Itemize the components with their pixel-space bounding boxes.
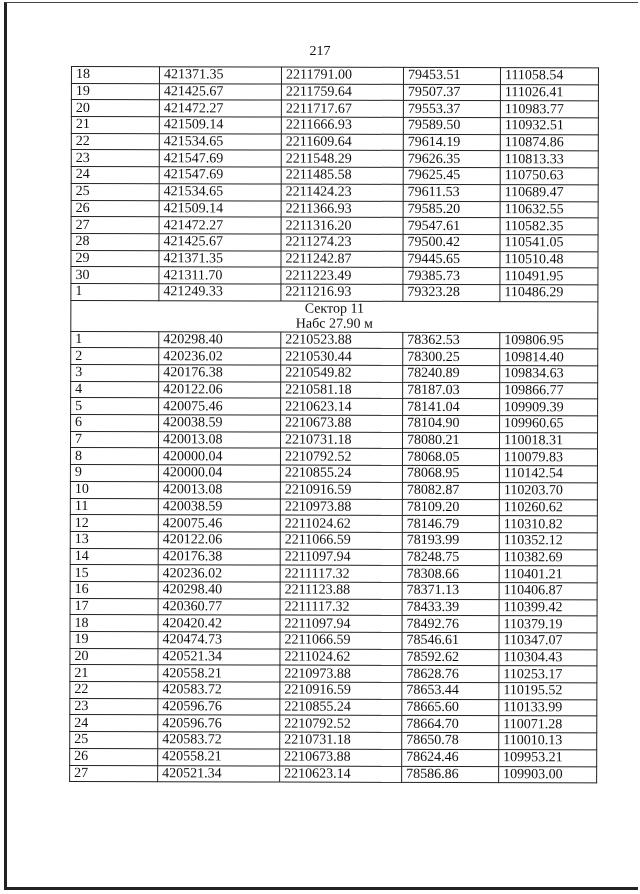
y-coord-cell: 2211024.62 <box>280 649 402 666</box>
y-coord-cell: 2210916.59 <box>280 482 402 499</box>
local-y-cell: 111026.41 <box>500 84 598 101</box>
y-coord-cell: 2211117.32 <box>280 599 402 616</box>
x-coord-cell: 421425.67 <box>159 234 281 251</box>
x-coord-cell: 420360.77 <box>158 598 280 615</box>
point-number-cell: 25 <box>70 732 158 749</box>
local-x-cell: 78624.46 <box>402 749 499 766</box>
x-coord-cell: 420236.02 <box>159 348 281 365</box>
x-coord-cell: 421249.33 <box>159 284 281 301</box>
local-y-cell: 110406.87 <box>499 583 597 600</box>
local-x-cell: 79385.73 <box>403 268 500 285</box>
y-coord-cell: 2211066.59 <box>280 532 402 549</box>
y-coord-cell: 2210731.18 <box>280 432 402 449</box>
table-row <box>71 431 598 449</box>
local-x-cell: 78300.25 <box>403 349 500 366</box>
local-y-cell: 110195.52 <box>499 683 597 700</box>
table-row <box>71 331 598 349</box>
local-y-cell: 110142.54 <box>499 466 597 483</box>
table-row <box>70 698 597 716</box>
x-coord-cell: 420013.08 <box>158 431 280 448</box>
local-x-cell: 78650.78 <box>402 732 499 749</box>
local-x-cell: 78362.53 <box>403 332 500 349</box>
table-row <box>70 548 597 566</box>
local-y-cell: 110582.35 <box>500 218 598 235</box>
local-y-cell: 110071.28 <box>499 716 597 733</box>
y-coord-cell: 2211024.62 <box>280 515 402 532</box>
local-x-cell: 79614.19 <box>403 134 500 151</box>
table-row <box>71 283 598 301</box>
section-header-cell <box>71 300 598 332</box>
point-number-cell: 18 <box>70 615 158 632</box>
local-x-cell: 78371.13 <box>402 582 499 599</box>
local-y-cell: 109960.65 <box>500 416 598 433</box>
local-x-cell: 78653.44 <box>402 682 499 699</box>
point-number-cell: 25 <box>71 183 159 200</box>
local-y-cell: 110401.21 <box>499 566 597 583</box>
y-coord-cell: 2211366.93 <box>281 201 403 218</box>
point-number-cell: 26 <box>70 748 158 765</box>
local-x-cell: 78433.39 <box>402 599 499 616</box>
point-number-cell: 1 <box>71 283 159 300</box>
x-coord-cell: 420075.46 <box>158 515 280 532</box>
section-subtitle: Набс 27.90 м <box>295 316 373 332</box>
table-row <box>70 515 597 533</box>
local-x-cell: 78665.60 <box>402 699 499 716</box>
y-coord-cell: 2211666.93 <box>281 117 403 134</box>
point-number-cell: 13 <box>70 531 158 548</box>
x-coord-cell: 421472.27 <box>159 217 281 234</box>
table-row <box>71 415 598 433</box>
table-row <box>71 117 598 135</box>
table-row <box>71 100 598 118</box>
y-coord-cell: 2211791.00 <box>281 67 403 84</box>
page-number: 217 <box>309 44 331 59</box>
x-coord-cell: 420122.06 <box>159 381 281 398</box>
point-number-cell: 20 <box>70 648 158 665</box>
x-coord-cell: 421547.69 <box>159 150 281 167</box>
table-row <box>71 398 598 416</box>
x-coord-cell: 420474.73 <box>158 632 280 649</box>
point-number-cell: 16 <box>70 581 158 598</box>
x-coord-cell: 421472.27 <box>159 100 281 117</box>
point-number-cell: 23 <box>71 150 159 167</box>
local-y-cell: 110983.77 <box>500 101 598 118</box>
y-coord-cell: 2211548.29 <box>281 150 403 167</box>
table-row <box>70 565 597 583</box>
local-y-cell: 110689.47 <box>500 184 598 201</box>
table-row <box>71 365 598 383</box>
local-y-cell: 109953.21 <box>499 749 597 766</box>
table-row <box>70 581 597 599</box>
point-number-cell: 3 <box>71 365 159 382</box>
y-coord-cell: 2211097.94 <box>280 615 402 632</box>
table-row <box>71 183 598 201</box>
y-coord-cell: 2210792.52 <box>280 715 402 732</box>
table-row <box>70 481 597 499</box>
point-number-cell: 5 <box>71 398 159 415</box>
y-coord-cell: 2210623.14 <box>280 766 402 783</box>
local-y-cell: 110813.33 <box>500 151 598 168</box>
table-row <box>71 83 598 101</box>
y-coord-cell: 2211759.64 <box>281 84 403 101</box>
local-x-cell: 79453.51 <box>403 67 500 84</box>
point-number-cell: 21 <box>70 665 158 682</box>
point-number-cell: 12 <box>70 515 158 532</box>
y-coord-cell: 2210855.24 <box>280 699 402 716</box>
local-x-cell: 79507.37 <box>403 84 500 101</box>
local-x-cell: 78187.03 <box>403 382 500 399</box>
point-number-cell: 11 <box>70 498 158 515</box>
point-number-cell: 8 <box>70 448 158 465</box>
local-x-cell: 79553.37 <box>403 101 500 118</box>
x-coord-cell: 420521.34 <box>158 648 280 665</box>
x-coord-cell: 420038.59 <box>159 415 281 432</box>
local-x-cell: 78308.66 <box>402 566 499 583</box>
table-row <box>70 615 597 633</box>
local-y-cell: 109866.77 <box>500 382 598 399</box>
table-row <box>70 748 597 766</box>
table-row <box>71 381 598 399</box>
x-coord-cell: 421371.35 <box>159 67 281 84</box>
table-row <box>70 665 597 683</box>
table-row <box>71 267 598 285</box>
local-x-cell: 78492.76 <box>402 616 499 633</box>
point-number-cell: 27 <box>70 765 158 782</box>
point-number-cell: 23 <box>70 698 158 715</box>
point-number-cell: 6 <box>71 415 159 432</box>
local-y-cell: 110750.63 <box>500 168 598 185</box>
local-y-cell: 110079.83 <box>499 449 597 466</box>
table-row <box>71 200 598 218</box>
y-coord-cell: 2210530.44 <box>281 348 403 365</box>
section-header-row <box>71 300 598 332</box>
local-y-cell: 109806.95 <box>500 332 598 349</box>
local-y-cell: 110382.69 <box>499 549 597 566</box>
point-number-cell: 29 <box>71 250 159 267</box>
x-coord-cell: 421509.14 <box>159 117 281 134</box>
x-coord-cell: 421534.65 <box>159 184 281 201</box>
point-number-cell: 24 <box>71 167 159 184</box>
table-row <box>70 498 597 516</box>
point-number-cell: 21 <box>71 117 159 134</box>
x-coord-cell: 420000.04 <box>158 448 280 465</box>
x-coord-cell: 420298.40 <box>159 331 281 348</box>
local-x-cell: 78546.61 <box>402 632 499 649</box>
local-x-cell: 78080.21 <box>402 432 499 449</box>
x-coord-cell: 420176.38 <box>159 365 281 382</box>
table-row <box>70 465 597 483</box>
y-coord-cell: 2211097.94 <box>280 549 402 566</box>
table-row <box>71 133 598 151</box>
point-number-cell: 14 <box>70 548 158 565</box>
point-number-cell: 10 <box>70 481 158 498</box>
local-x-cell: 78068.05 <box>402 449 499 466</box>
point-number-cell: 18 <box>71 67 159 84</box>
local-y-cell: 110304.43 <box>499 649 597 666</box>
y-coord-cell: 2211274.23 <box>281 234 403 251</box>
local-x-cell: 79589.50 <box>403 117 500 134</box>
x-coord-cell: 420298.40 <box>158 582 280 599</box>
local-x-cell: 79626.35 <box>403 151 500 168</box>
y-coord-cell: 2211242.87 <box>281 251 403 268</box>
point-number-cell: 20 <box>71 100 159 117</box>
local-x-cell: 79625.45 <box>403 167 500 184</box>
table-row <box>70 448 597 466</box>
local-y-cell: 110510.48 <box>500 251 598 268</box>
y-coord-cell: 2210549.82 <box>281 365 403 382</box>
x-coord-cell: 420013.08 <box>158 482 280 499</box>
table-row <box>70 682 597 700</box>
y-coord-cell: 2211424.23 <box>281 184 403 201</box>
local-x-cell: 78104.90 <box>403 415 500 432</box>
x-coord-cell: 420420.42 <box>158 615 280 632</box>
local-x-cell: 79500.42 <box>403 234 500 251</box>
local-x-cell: 78240.89 <box>403 365 500 382</box>
local-y-cell: 110310.82 <box>499 516 597 533</box>
local-y-cell: 111058.54 <box>500 68 598 85</box>
table-row <box>70 732 597 750</box>
x-coord-cell: 421425.67 <box>159 83 281 100</box>
point-number-cell: 4 <box>71 381 159 398</box>
local-y-cell: 110486.29 <box>500 285 598 302</box>
section-header-group <box>71 300 598 332</box>
x-coord-cell: 420596.76 <box>158 715 280 732</box>
point-number-cell: 28 <box>71 233 159 250</box>
local-x-cell: 78592.62 <box>402 649 499 666</box>
table-row <box>70 531 597 549</box>
local-x-cell: 78248.75 <box>402 549 499 566</box>
local-x-cell: 78068.95 <box>402 465 499 482</box>
x-coord-cell: 420038.59 <box>158 498 280 515</box>
point-number-cell: 30 <box>71 267 159 284</box>
x-coord-cell: 420558.21 <box>158 749 280 766</box>
local-y-cell: 110010.13 <box>499 733 597 750</box>
point-number-cell: 19 <box>71 83 159 100</box>
local-x-cell: 78082.87 <box>402 482 499 499</box>
y-coord-cell: 2210673.88 <box>281 415 403 432</box>
table-row <box>71 250 598 268</box>
local-x-cell: 79585.20 <box>403 201 500 218</box>
coordinates-table <box>69 66 599 784</box>
local-x-cell: 79323.28 <box>403 284 500 301</box>
local-x-cell: 78109.20 <box>402 499 499 516</box>
point-number-cell: 9 <box>70 465 158 482</box>
x-coord-cell: 421547.69 <box>159 167 281 184</box>
table-row <box>71 348 598 366</box>
y-coord-cell: 2211717.67 <box>281 100 403 117</box>
local-x-cell: 78146.79 <box>402 516 499 533</box>
x-coord-cell: 420236.02 <box>158 565 280 582</box>
x-coord-cell: 421534.65 <box>159 133 281 150</box>
table-row <box>70 598 597 616</box>
table-row <box>71 233 598 251</box>
point-number-cell: 22 <box>70 682 158 699</box>
local-y-cell: 110260.62 <box>499 499 597 516</box>
local-x-cell: 78193.99 <box>402 532 499 549</box>
local-y-cell: 110347.07 <box>499 633 597 650</box>
point-number-cell: 1 <box>71 331 159 348</box>
y-coord-cell: 2211485.58 <box>281 167 403 184</box>
y-coord-cell: 2211223.49 <box>281 267 403 284</box>
point-number-cell: 27 <box>71 217 159 234</box>
local-y-cell: 110133.99 <box>499 699 597 716</box>
point-number-cell: 17 <box>70 598 158 615</box>
local-y-cell: 110632.55 <box>500 201 598 218</box>
local-y-cell: 109834.63 <box>500 366 598 383</box>
table-row <box>70 648 597 666</box>
y-coord-cell: 2211609.64 <box>281 134 403 151</box>
table-row <box>71 217 598 235</box>
table-row <box>71 67 598 85</box>
x-coord-cell: 420596.76 <box>158 698 280 715</box>
y-coord-cell: 2211216.93 <box>281 284 403 301</box>
x-coord-cell: 421311.70 <box>159 267 281 284</box>
table-row <box>71 150 598 168</box>
y-coord-cell: 2210731.18 <box>280 732 402 749</box>
x-coord-cell: 420583.72 <box>158 682 280 699</box>
x-coord-cell: 420558.21 <box>158 665 280 682</box>
point-number-cell: 22 <box>71 133 159 150</box>
point-number-cell: 15 <box>70 565 158 582</box>
table-row <box>70 765 597 783</box>
local-x-cell: 78664.70 <box>402 716 499 733</box>
y-coord-cell: 2211117.32 <box>280 565 402 582</box>
local-y-cell: 110253.17 <box>499 666 597 683</box>
y-coord-cell: 2210792.52 <box>280 448 402 465</box>
y-coord-cell: 2210973.88 <box>280 499 402 516</box>
local-x-cell: 78141.04 <box>403 399 500 416</box>
y-coord-cell: 2210916.59 <box>280 682 402 699</box>
local-y-cell: 110379.19 <box>499 616 597 633</box>
y-coord-cell: 2210673.88 <box>280 749 402 766</box>
local-y-cell: 110874.86 <box>500 134 598 151</box>
x-coord-cell: 420000.04 <box>158 465 280 482</box>
y-coord-cell: 2211123.88 <box>280 582 402 599</box>
x-coord-cell: 421509.14 <box>159 200 281 217</box>
local-x-cell: 78586.86 <box>402 766 499 783</box>
local-y-cell: 110018.31 <box>499 432 597 449</box>
y-coord-cell: 2211316.20 <box>281 217 403 234</box>
table-row <box>70 715 597 733</box>
x-coord-cell: 420075.46 <box>159 398 281 415</box>
local-y-cell: 109814.40 <box>500 349 598 366</box>
y-coord-cell: 2211066.59 <box>280 632 402 649</box>
point-number-cell: 7 <box>71 431 159 448</box>
local-x-cell: 79547.61 <box>403 218 500 235</box>
local-y-cell: 110541.05 <box>500 234 598 251</box>
local-y-cell: 109903.00 <box>499 766 597 783</box>
table-row <box>71 167 598 185</box>
x-coord-cell: 421371.35 <box>159 250 281 267</box>
point-number-cell: 19 <box>70 631 158 648</box>
local-y-cell: 110352.12 <box>499 532 597 549</box>
point-number-cell: 24 <box>70 715 158 732</box>
point-number-cell: 26 <box>71 200 159 217</box>
table-body-bottom <box>70 331 598 783</box>
x-coord-cell: 420583.72 <box>158 732 280 749</box>
local-x-cell: 79611.53 <box>403 184 500 201</box>
table-row <box>70 631 597 649</box>
local-y-cell: 110932.51 <box>500 118 598 135</box>
x-coord-cell: 420176.38 <box>158 548 280 565</box>
local-x-cell: 79445.65 <box>403 251 500 268</box>
y-coord-cell: 2210581.18 <box>281 382 403 399</box>
local-y-cell: 110491.95 <box>500 268 598 285</box>
table-body-top <box>71 67 599 302</box>
y-coord-cell: 2210623.14 <box>281 398 403 415</box>
local-y-cell: 110203.70 <box>499 482 597 499</box>
x-coord-cell: 420521.34 <box>158 765 280 782</box>
local-y-cell: 110399.42 <box>499 599 597 616</box>
local-y-cell: 109909.39 <box>500 399 598 416</box>
section-title: Сектор 11 <box>304 301 365 317</box>
point-number-cell: 2 <box>71 348 159 365</box>
x-coord-cell: 420122.06 <box>158 532 280 549</box>
y-coord-cell: 2210855.24 <box>280 465 402 482</box>
y-coord-cell: 2210973.88 <box>280 665 402 682</box>
y-coord-cell: 2210523.88 <box>281 332 403 349</box>
local-x-cell: 78628.76 <box>402 666 499 683</box>
